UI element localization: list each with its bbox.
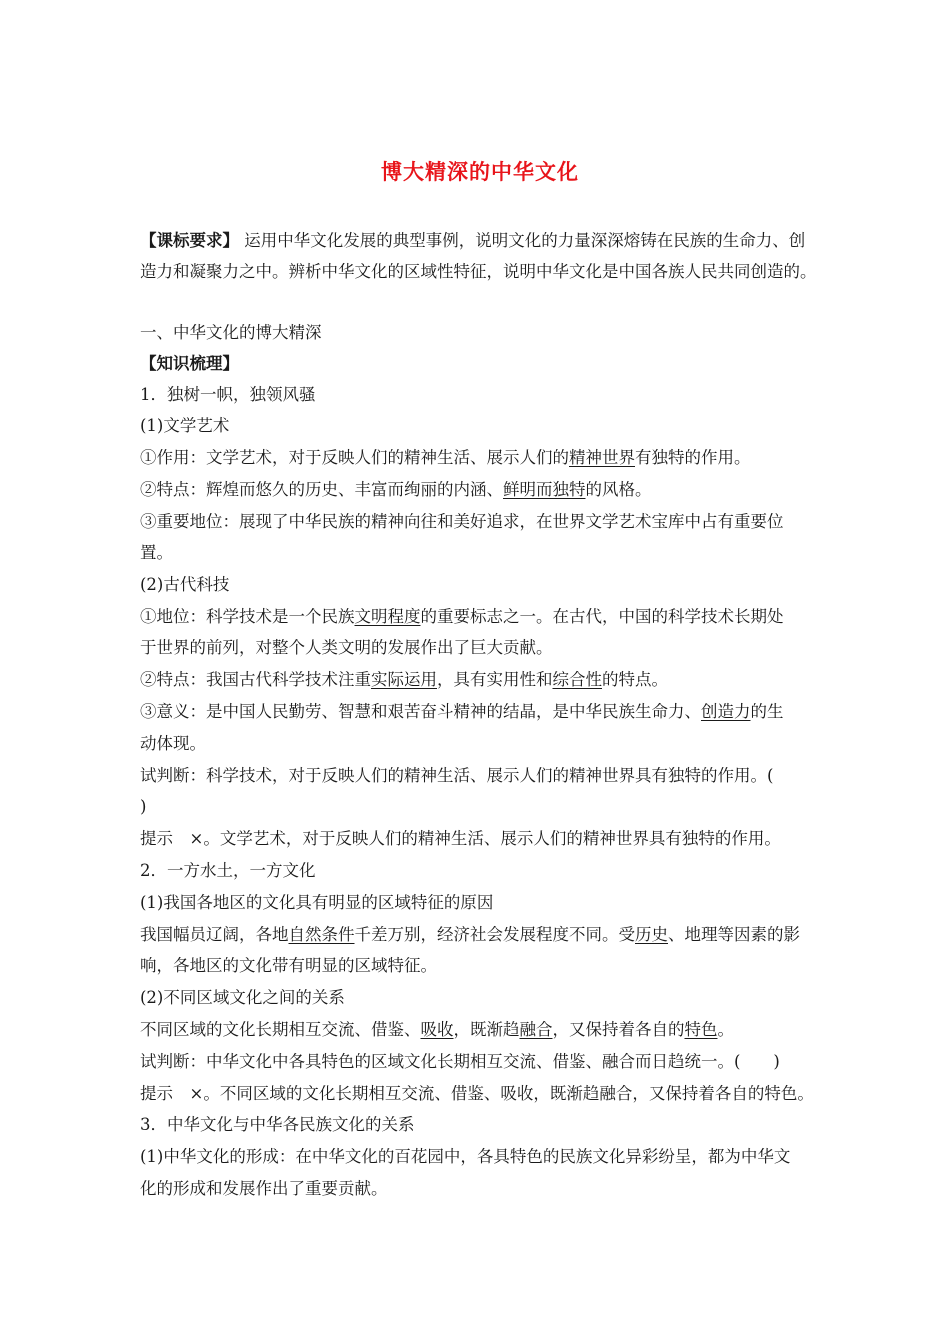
- underlined-answer: 文明程度: [354, 607, 421, 626]
- judge-1-line-1: 试判断：科学技术，对于反映人们的精神生活、展示人们的精神世界具有独特的作用。(: [140, 766, 774, 785]
- text: ②特点：辉煌而悠久的历史、丰富而绚丽的内涵、: [140, 480, 503, 499]
- underlined-answer: 吸收: [420, 1020, 454, 1039]
- underlined-answer: 创造力: [701, 702, 751, 721]
- text: 、地理等因素的影: [668, 925, 800, 944]
- hint-2: 提示 ×。不同区域的文化长期相互交流、借鉴、吸收，既渐趋融合，又保持着各自的特色。: [140, 1084, 814, 1103]
- point-1-a: [140, 446, 751, 470]
- review-label: 【知识梳理】: [140, 354, 239, 373]
- point-1-c-line-2: 置。: [140, 543, 173, 562]
- point-3-a-line-2: 化的形成和发展作出了重要贡献。: [140, 1179, 388, 1198]
- standard-text-1: 运用中华文化发展的典型事例，说明文化的力量深深熔铸在民族的生命力、创: [244, 231, 806, 250]
- hint-1: 提示 ×。文学艺术，对于反映人们的精神生活、展示人们的精神世界具有独特的作用。: [140, 829, 781, 848]
- page-title: 博大精深的中华文化: [381, 160, 579, 184]
- text: 不同区域的文化长期相互交流、借鉴、: [140, 1020, 421, 1039]
- underlined-answer: 鲜明而独特: [503, 480, 586, 499]
- text: 。: [717, 1020, 734, 1039]
- point-1-sub-2: (2)古代科技: [140, 575, 230, 594]
- text: ③意义：是中国人民勤劳、智慧和艰苦奋斗精神的结晶，是中华民族生命力、: [140, 702, 701, 721]
- point-1-d-line-2: 于世界的前列，对整个人类文明的发展作出了巨大贡献。: [140, 638, 553, 657]
- point-2-b: [140, 1018, 734, 1042]
- point-3-title: 3．中华文化与中华各民族文化的关系: [140, 1115, 415, 1134]
- judge-1-line-2: ): [140, 797, 147, 816]
- judge-2: 试判断：中华文化中各具特色的区域文化长期相互交流、借鉴、融合而日趋统一。( ): [140, 1052, 780, 1071]
- text: ，又保持着各自的: [552, 1020, 685, 1039]
- point-2-a: [140, 923, 800, 947]
- point-2-a-line-2: 响，各地区的文化带有明显的区域特征。: [140, 956, 437, 975]
- standard-line-1: [140, 229, 805, 253]
- point-1-f: [140, 700, 784, 724]
- underlined-answer: 特色: [684, 1020, 718, 1039]
- text: ，具有实用性和: [437, 670, 553, 689]
- underlined-answer: 综合性: [552, 670, 602, 689]
- text: 的重要标志之一。在古代，中国的科学技术长期处: [420, 607, 784, 626]
- point-1-sub-1: (1)文学艺术: [140, 416, 230, 435]
- text: ②特点：我国古代科学技术注重: [140, 670, 371, 689]
- point-1-c-line-1: ③重要地位：展现了中华民族的精神向往和美好追求，在世界文学艺术宝库中占有重要位: [140, 512, 784, 531]
- point-1-f-line-2: 动体现。: [140, 734, 206, 753]
- text: 千差万别，经济社会发展程度不同。受: [354, 925, 635, 944]
- text: 我国幅员辽阔，各地: [140, 925, 289, 944]
- underlined-answer: 历史: [635, 925, 668, 944]
- underlined-answer: 实际运用: [371, 670, 437, 689]
- section-heading: 一、中华文化的博大精深: [140, 323, 322, 342]
- point-1-title: 1．独树一帜，独领风骚: [140, 385, 316, 404]
- text: ①地位：科学技术是一个民族: [140, 607, 355, 626]
- point-3-a-line-1: (1)中华文化的形成：在中华文化的百花园中，各具特色的民族文化异彩纷呈，都为中华文: [140, 1147, 791, 1166]
- text: 有独特的作用。: [635, 448, 751, 467]
- text: 的风格。: [585, 480, 652, 499]
- standard-label: 【课标要求】: [140, 231, 239, 250]
- point-1-e: [140, 668, 668, 692]
- text: 的生: [750, 702, 784, 721]
- underlined-answer: 自然条件: [288, 925, 355, 944]
- standard-line-2: 造力和凝聚力之中。辨析中华文化的区域性特征，说明中华文化是中国各族人民共同创造的。: [140, 262, 817, 281]
- underlined-answer: 精神世界: [569, 448, 635, 467]
- underlined-answer: 融合: [519, 1020, 553, 1039]
- text: ，既渐趋: [453, 1020, 520, 1039]
- point-1-b: [140, 478, 652, 502]
- point-2-sub-2: (2)不同区域文化之间的关系: [140, 988, 345, 1007]
- point-1-d: [140, 605, 784, 629]
- text: 的特点。: [602, 670, 668, 689]
- text: ①作用：文学艺术，对于反映人们的精神生活、展示人们的: [140, 448, 569, 467]
- point-2-title: 2．一方水土，一方文化: [140, 861, 316, 880]
- point-2-sub-1: (1)我国各地区的文化具有明显的区域特征的原因: [140, 893, 494, 912]
